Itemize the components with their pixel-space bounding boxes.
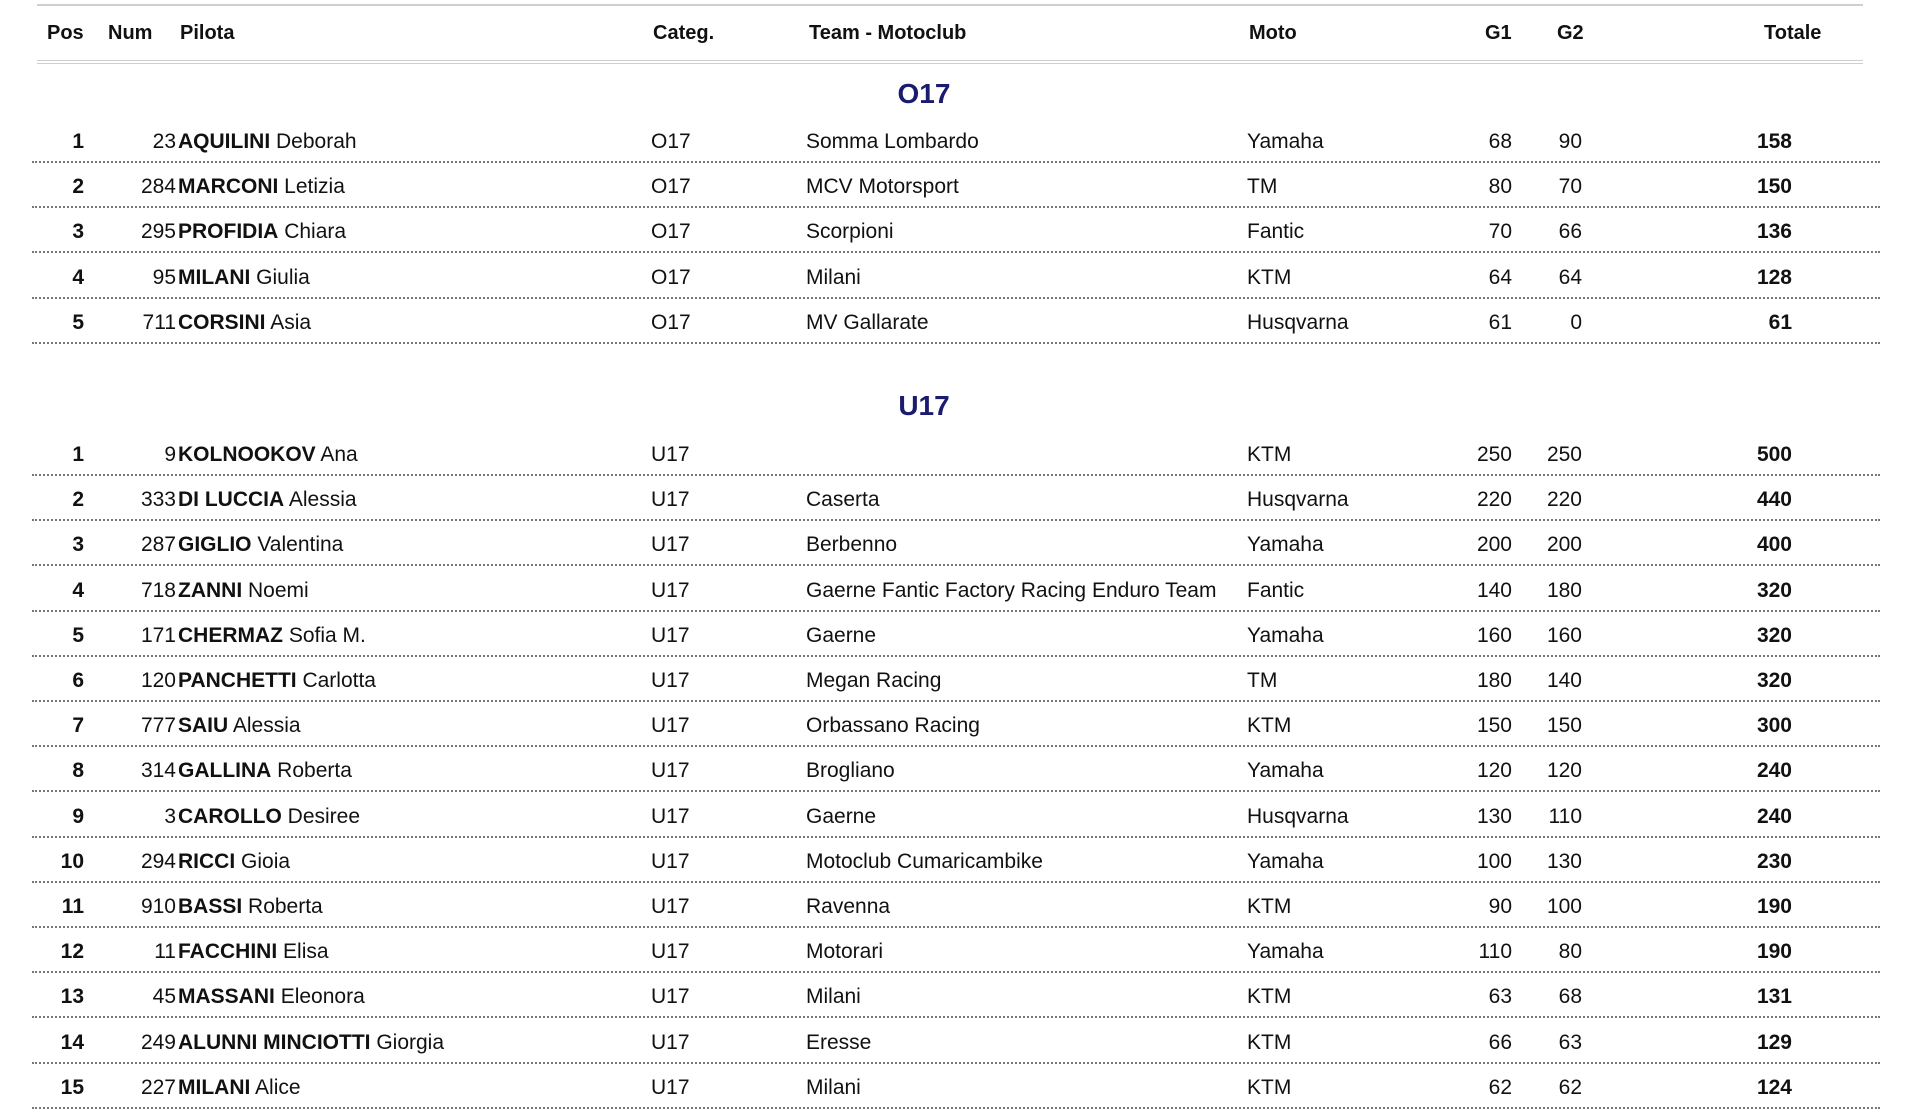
table-row [32,254,1880,299]
cell-g1: 70 [1488,220,1512,244]
header-pos: Pos [47,22,84,44]
rider-surname: KOLNOOKOV [178,443,316,466]
cell-team: Brogliano [806,759,895,783]
table-row [32,521,1880,566]
table-row [32,208,1880,253]
rider-firstname: Carlotta [302,669,376,692]
cell-g2: 130 [1546,849,1582,873]
cell-moto: TM [1247,669,1278,692]
cell-categ: O17 [651,265,691,289]
table-row [32,431,1880,476]
cell-categ: U17 [651,443,690,466]
cell-g2: 250 [1546,443,1582,466]
cell-num: 227 [140,1075,176,1099]
cell-totale: 240 [1756,804,1792,828]
cell-g1: 120 [1476,759,1512,783]
cell-categ: U17 [651,1030,690,1054]
cell-pos: 14 [60,1030,84,1054]
table-row [32,657,1880,702]
cell-moto: Yamaha [1247,130,1324,153]
cell-team: Milani [806,1075,861,1099]
cell-moto: Fantic [1247,578,1305,602]
rider-surname: PROFIDIA [178,220,279,244]
cell-g2: 220 [1546,488,1582,512]
table-row [32,973,1880,1018]
cell-g2: 0 [1570,310,1582,334]
cell-g2: 68 [1558,985,1582,1009]
cell-moto: Husqvarna [1247,804,1349,828]
cell-moto: KTM [1247,265,1292,289]
cell-moto: Yamaha [1247,940,1324,964]
cell-totale: 128 [1756,265,1792,289]
cell-pos: 10 [60,849,84,873]
header-moto: Moto [1249,22,1297,44]
table-row [32,928,1880,973]
rider-firstname: Alessia [232,714,301,738]
cell-g1: 61 [1488,310,1512,334]
cell-totale: 129 [1756,1030,1792,1054]
cell-pos: 7 [72,714,84,738]
cell-categ: O17 [651,310,691,334]
cell-totale: 190 [1756,895,1792,918]
rider-surname: MARCONI [178,175,279,199]
rider-firstname: Eleonora [280,985,365,1009]
rider-surname: AQUILINI [178,130,271,153]
table-row [32,702,1880,747]
cell-team: Milani [806,985,861,1009]
cell-num: 718 [140,578,176,602]
rider-firstname: Giorgia [376,1030,445,1054]
cell-categ: O17 [651,220,691,244]
rider-name [178,850,290,874]
header-categ: Categ. [653,22,715,44]
table-row [32,567,1880,612]
cell-pos: 8 [72,759,84,783]
rider-firstname: Roberta [248,895,323,918]
cell-g1: 140 [1476,578,1512,602]
rider-surname: GIGLIO [178,533,252,557]
cell-categ: O17 [651,175,691,199]
cell-categ: U17 [651,985,690,1009]
header-pilota: Pilota [180,22,235,44]
rider-surname: GALLINA [178,759,272,783]
cell-g2: 100 [1546,895,1582,918]
header-num: Num [108,22,153,44]
cell-g1: 220 [1476,488,1512,512]
cell-num: 45 [152,985,176,1009]
rider-surname: DI LUCCIA [178,488,285,512]
cell-moto: KTM [1247,1075,1292,1099]
rider-name [178,714,301,738]
cell-team: Orbassano Racing [806,714,980,738]
rider-name [178,311,311,335]
cell-g1: 130 [1476,804,1512,828]
cell-moto: Yamaha [1247,623,1324,647]
cell-g1: 160 [1476,623,1512,647]
cell-g2: 140 [1546,669,1582,692]
section-title: O17 [897,78,951,109]
rider-firstname: Desiree [287,804,361,828]
cell-g1: 100 [1476,849,1512,873]
cell-num: 777 [140,714,176,738]
cell-moto: Husqvarna [1247,488,1349,512]
rider-name [178,533,343,557]
cell-g2: 62 [1558,1075,1582,1099]
cell-pos: 6 [72,669,84,692]
cell-totale: 320 [1756,578,1792,602]
cell-pos: 13 [60,985,84,1009]
cell-categ: U17 [651,759,690,783]
cell-g2: 90 [1558,130,1582,153]
table-header [37,6,1863,64]
cell-totale: 400 [1756,533,1792,557]
rider-surname: ZANNI [178,578,243,602]
cell-team: Eresse [806,1030,872,1054]
cell-moto: Fantic [1247,220,1305,244]
rider-surname: ALUNNI MINCIOTTI [178,1030,371,1054]
cell-num: 295 [140,220,176,244]
rider-name [178,985,365,1009]
cell-categ: U17 [651,1075,690,1099]
cell-categ: U17 [651,714,690,738]
cell-team: Berbenno [806,533,898,557]
rider-surname: MILANI [178,1075,251,1099]
cell-g2: 70 [1558,175,1582,199]
cell-num: 910 [140,895,176,918]
cell-num: 287 [140,533,176,557]
rider-surname: CAROLLO [178,804,282,828]
cell-pos: 3 [72,533,84,557]
cell-moto: KTM [1247,1030,1292,1054]
rider-firstname: Alice [255,1075,301,1099]
cell-g1: 150 [1476,714,1512,738]
cell-pos: 3 [72,220,84,244]
cell-totale: 61 [1768,310,1792,334]
table-row [32,1064,1880,1109]
table-row [32,118,1880,163]
cell-team: Gaerne Fantic Factory Racing Enduro Team [806,578,1217,602]
cell-num: 249 [140,1030,176,1054]
cell-num: 333 [140,488,176,512]
cell-categ: U17 [651,895,690,918]
rider-firstname: Ana [320,443,358,466]
cell-g2: 110 [1548,804,1582,828]
cell-categ: O17 [651,130,691,153]
cell-team: MV Gallarate [806,310,929,334]
cell-pos: 1 [72,130,84,153]
cell-moto: TM [1247,175,1278,199]
cell-num: 120 [140,669,176,692]
rider-firstname: Giulia [256,265,310,289]
rider-firstname: Gioia [241,849,291,873]
rider-firstname: Valentina [257,533,344,557]
cell-categ: U17 [651,669,690,692]
cell-g2: 150 [1546,714,1582,738]
cell-categ: U17 [651,533,690,557]
header-g1: G1 [1485,22,1512,44]
cell-moto: Yamaha [1247,849,1324,873]
rider-name [178,175,345,199]
section-title: U17 [898,390,950,421]
table-row [32,299,1880,344]
cell-num: 294 [140,849,176,873]
header-totale: Totale [1764,22,1822,44]
rider-name [178,895,323,919]
rider-firstname: Alessia [288,488,357,512]
cell-pos: 4 [72,265,84,289]
cell-g1: 66 [1488,1030,1512,1054]
cell-team: Scorpioni [806,220,894,244]
header-team: Team - Motoclub [809,22,967,44]
rider-name [178,220,346,244]
table-row [32,476,1880,521]
cell-pos: 4 [72,578,84,602]
cell-num: 711 [142,310,176,334]
cell-categ: U17 [651,849,690,873]
rider-firstname: Noemi [248,578,309,602]
cell-totale: 190 [1756,940,1792,964]
rider-name [178,488,357,512]
cell-g2: 120 [1546,759,1582,783]
cell-moto: Husqvarna [1247,310,1349,334]
cell-categ: U17 [651,578,690,602]
cell-totale: 240 [1756,759,1792,783]
cell-totale: 158 [1756,130,1792,153]
header-g2: G2 [1557,22,1584,44]
cell-totale: 131 [1756,985,1792,1009]
cell-team: Motoclub Cumaricambike [806,849,1043,873]
cell-categ: U17 [651,488,690,512]
cell-num: 284 [140,175,176,199]
cell-g2: 80 [1558,940,1582,964]
cell-num: 314 [140,759,176,783]
rider-name [178,759,352,783]
cell-team: Motorari [806,940,884,964]
cell-totale: 320 [1756,623,1792,647]
cell-g2: 66 [1558,220,1582,244]
cell-g2: 160 [1546,623,1582,647]
cell-totale: 300 [1756,714,1792,738]
cell-g2: 63 [1558,1030,1582,1054]
cell-moto: Yamaha [1247,759,1324,783]
rider-name [178,940,329,964]
table-row [32,747,1880,792]
rider-surname: FACCHINI [178,940,278,964]
rider-name [178,669,376,693]
cell-team: Gaerne [806,623,877,647]
rider-name [178,624,366,648]
cell-moto: Yamaha [1247,533,1324,557]
cell-pos: 2 [72,488,84,512]
cell-num: 11 [154,940,176,964]
cell-categ: U17 [651,804,690,828]
cell-num: 23 [152,130,176,153]
cell-g1: 80 [1488,175,1512,199]
rider-firstname: Chiara [284,220,347,244]
rider-firstname: Sofia M. [288,623,366,647]
cell-moto: KTM [1247,443,1292,466]
rider-surname: PANCHETTI [178,669,297,692]
cell-pos: 1 [72,443,84,466]
cell-team: Ravenna [806,895,891,918]
cell-num: 9 [164,443,176,466]
cell-g1: 62 [1488,1075,1512,1099]
cell-num: 171 [140,623,176,647]
rider-firstname: Asia [270,310,312,334]
cell-totale: 136 [1756,220,1792,244]
cell-pos: 12 [60,940,84,964]
cell-team: Megan Racing [806,669,942,692]
cell-pos: 15 [60,1075,84,1099]
rider-name [178,1031,444,1055]
rider-surname: CHERMAZ [178,623,283,647]
cell-moto: KTM [1247,714,1292,738]
cell-pos: 5 [72,623,84,647]
table-row [32,883,1880,928]
cell-g1: 90 [1488,895,1512,918]
table-row [32,838,1880,883]
cell-g2: 180 [1546,578,1582,602]
rider-name [178,805,360,829]
cell-team: Milani [806,265,861,289]
rider-firstname: Deborah [276,130,357,153]
cell-num: 95 [152,265,176,289]
cell-pos: 2 [72,175,84,199]
cell-num: 3 [164,804,176,828]
cell-totale: 500 [1756,443,1792,466]
cell-categ: U17 [651,623,690,647]
cell-g1: 110 [1478,940,1512,964]
cell-g1: 68 [1488,130,1512,153]
rider-name [178,443,358,467]
table-row [32,163,1880,208]
table-row [32,1019,1880,1064]
cell-g1: 64 [1488,265,1512,289]
cell-g1: 200 [1476,533,1512,557]
rider-surname: CORSINI [178,310,266,334]
cell-categ: U17 [651,940,690,964]
rider-name [178,266,310,290]
rider-name [178,1076,301,1100]
rider-surname: MASSANI [178,985,275,1009]
table-row [32,612,1880,657]
cell-team: Gaerne [806,804,877,828]
rider-surname: SAIU [178,714,229,738]
cell-pos: 5 [72,310,84,334]
cell-pos: 11 [61,895,84,918]
cell-moto: KTM [1247,895,1292,918]
cell-team: Caserta [806,488,880,512]
cell-totale: 150 [1756,175,1792,199]
rider-surname: MILANI [178,265,251,289]
rider-firstname: Roberta [277,759,352,783]
rider-firstname: Elisa [283,940,329,964]
cell-g1: 63 [1488,985,1512,1009]
rider-surname: RICCI [178,849,236,873]
cell-team: Somma Lombardo [806,130,979,153]
cell-g1: 250 [1476,443,1512,466]
cell-g1: 180 [1476,669,1512,692]
cell-totale: 320 [1756,669,1792,692]
cell-totale: 440 [1756,488,1792,512]
rider-firstname: Letizia [284,175,345,199]
cell-g2: 64 [1558,265,1582,289]
table-row [32,793,1880,838]
rider-name [178,130,357,154]
cell-totale: 124 [1756,1075,1792,1099]
cell-moto: KTM [1247,985,1292,1009]
rider-surname: BASSI [178,895,243,918]
cell-g2: 200 [1546,533,1582,557]
cell-pos: 9 [72,804,84,828]
cell-team: MCV Motorsport [806,175,959,199]
rider-name [178,579,309,603]
cell-totale: 230 [1756,849,1792,873]
